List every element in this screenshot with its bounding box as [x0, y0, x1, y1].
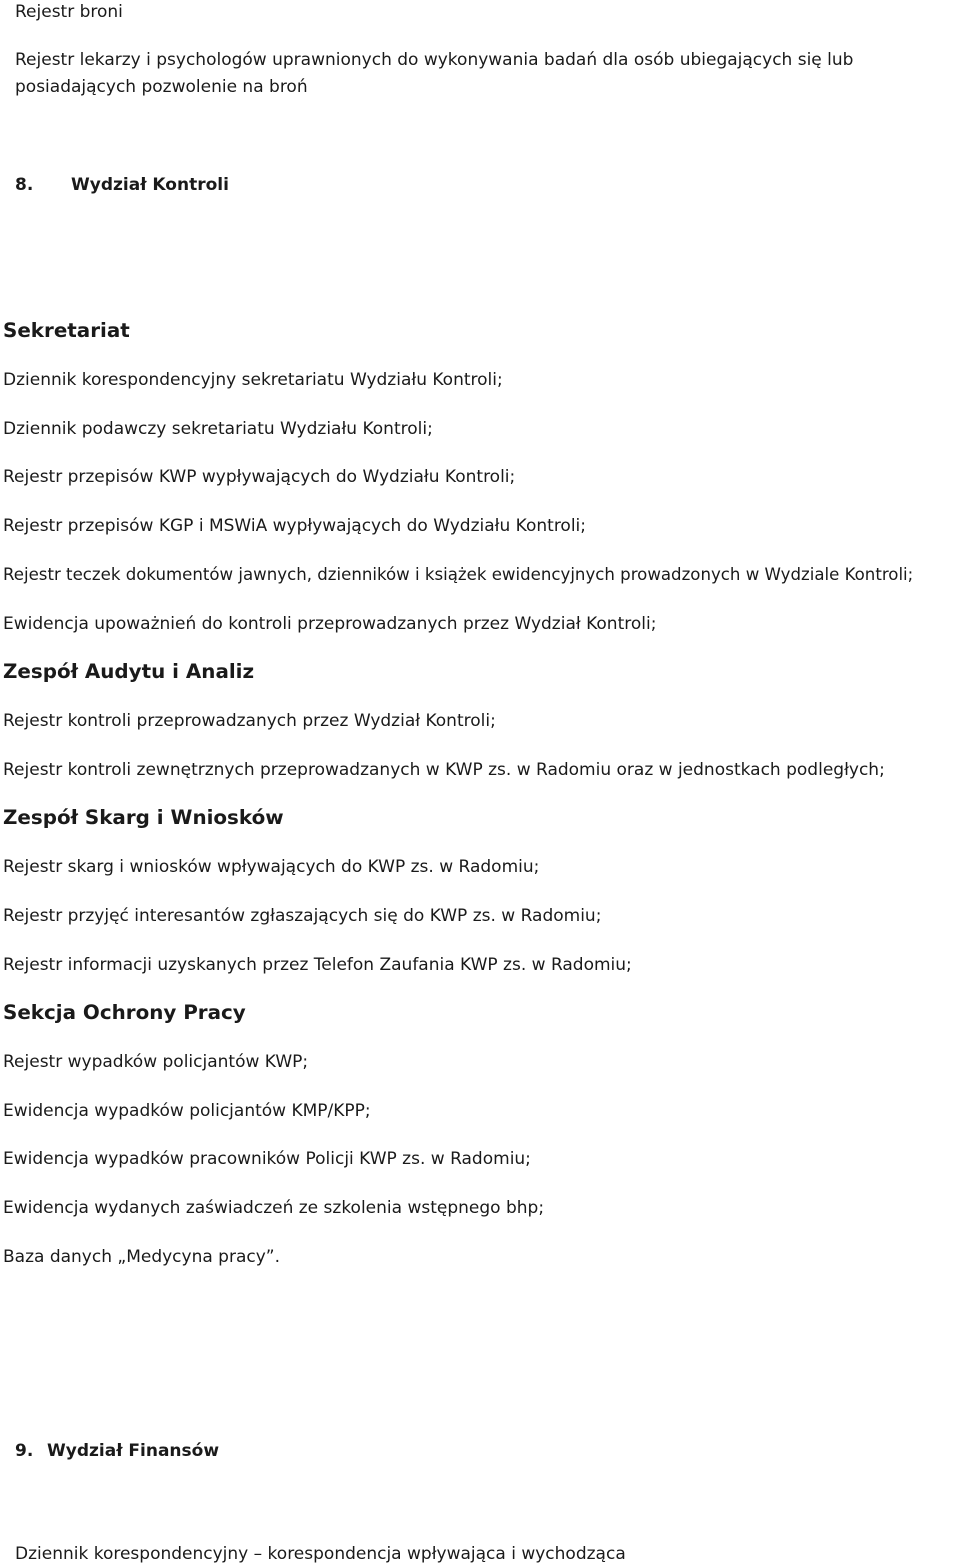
list-item: Rejestr przepisów KWP wypływających do Wydziału Kontroli; [3, 467, 516, 487]
subsection-heading-bhp: Sekcja Ochrony Pracy [3, 1001, 246, 1024]
list-item: Ewidencja upoważnień do kontroli przeprowadzanych przez Wydział Kontroli; [3, 614, 657, 634]
subsection-heading-sekretariat: Sekretariat [3, 319, 130, 342]
list-item: Ewidencja wydanych zaświadczeń ze szkolenia wstępnego bhp; [3, 1198, 545, 1218]
item-rejestr-broni: Rejestr broni [15, 2, 123, 22]
subsection-heading-audyt: Zespół Audytu i Analiz [3, 660, 255, 683]
section-8-title: Wydział Kontroli [71, 175, 229, 195]
list-item: Rejestr wypadków policjantów KWP; [3, 1052, 309, 1072]
list-item: Rejestr kontroli przeprowadzanych przez Wydział Kontroli; [3, 711, 496, 731]
item-rejestr-lekarzy-line1: Rejestr lekarzy i psychologów uprawnionych do wykonywania badań dla osób ubiegających się lub [15, 50, 854, 70]
section-8-number: 8. [15, 175, 34, 195]
list-item: Dziennik korespondencyjny – korespondencja wpływająca i wychodząca [15, 1544, 626, 1564]
section-9-number: 9. [15, 1441, 34, 1461]
item-rejestr-lekarzy-line2: posiadających pozwolenie na broń [15, 77, 308, 97]
list-item: Ewidencja wypadków policjantów KMP/KPP; [3, 1101, 371, 1121]
list-item: Ewidencja wypadków pracowników Policji KWP zs. w Radomiu; [3, 1149, 531, 1169]
list-item: Baza danych „Medycyna pracy”. [3, 1247, 280, 1267]
list-item: Rejestr teczek dokumentów jawnych, dzienników i książek ewidencyjnych prowadzonych w Wydziale Kontroli; [3, 565, 914, 584]
section-9-title: Wydział Finansów [47, 1441, 220, 1461]
subsection-heading-skargi: Zespół Skarg i Wniosków [3, 806, 284, 829]
list-item: Rejestr informacji uzyskanych przez Telefon Zaufania KWP zs. w Radomiu; [3, 955, 632, 975]
list-item: Rejestr przepisów KGP i MSWiA wypływających do Wydziału Kontroli; [3, 516, 587, 536]
list-item: Rejestr przyjęć interesantów zgłaszających się do KWP zs. w Radomiu; [3, 906, 602, 926]
list-item: Dziennik korespondencyjny sekretariatu Wydziału Kontroli; [3, 370, 503, 390]
list-item: Rejestr skarg i wniosków wpływających do KWP zs. w Radomiu; [3, 857, 540, 877]
list-item: Rejestr kontroli zewnętrznych przeprowadzanych w KWP zs. w Radomiu oraz w jednostkach podległych; [3, 760, 885, 780]
list-item: Dziennik podawczy sekretariatu Wydziału Kontroli; [3, 419, 433, 439]
